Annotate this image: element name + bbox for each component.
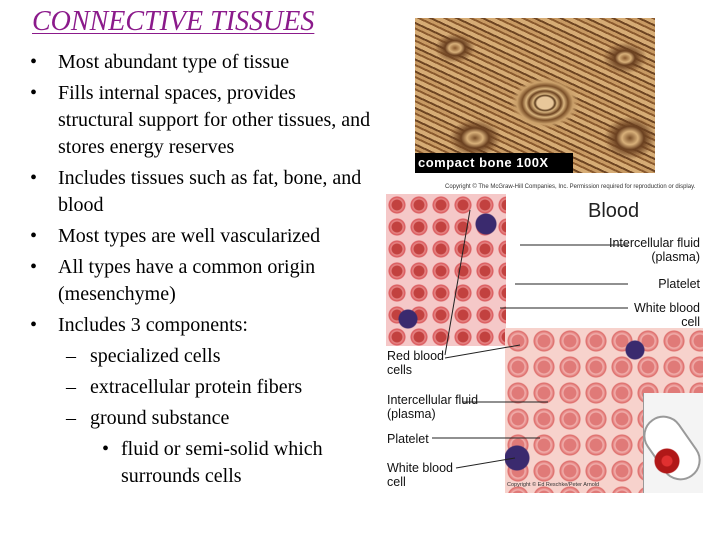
sub-sub-bullet-item: • fluid or semi-solid which surrounds cells [102,438,323,487]
label-wbc-left: White blood cell [387,461,454,489]
bullet-dot-icon: • [102,438,110,460]
bullet-dot-icon: • [30,51,38,73]
bullet-dot-icon: • [30,82,38,104]
dash-icon: – [66,376,76,398]
dash-icon: – [66,407,76,429]
bullet-item: • Includes 3 components: [30,312,375,339]
bullet-dot-icon: • [30,225,38,247]
bullet-dot-icon: • [30,256,38,278]
bone-image-label: compact bone 100X [415,153,573,173]
blood-diagram-title: Blood [588,200,640,222]
label-platelet-right: Platelet [658,277,700,291]
sub-bullet-item: – ground substance [30,405,375,432]
compact-bone-micrograph [415,18,655,173]
bullet-item: • Most types are well vascularized [30,223,375,250]
sub-bullet-item: – specialized cells [30,343,375,370]
label-plasma-right: Intercellular fluid (plasma) [608,236,700,264]
bullet-dot-icon: • [30,314,38,336]
blood-copyright: Copyright © Ed Reschke/Peter Arnold [507,482,600,488]
bullet-item: • Most abundant type of tissue [30,49,375,76]
label-platelet-left: Platelet [387,432,429,446]
blood-smear-micrograph-1 [386,194,506,346]
sub-bullet-item: – extracellular protein fibers [30,374,375,401]
red-blood-cell-icon [654,448,680,474]
label-plasma-left: Intercellular fluid (plasma) [387,393,479,421]
slide-title: CONNECTIVE TISSUES [32,6,315,37]
bullet-dot-icon: • [30,167,38,189]
label-wbc-right: White blood cell [633,301,700,329]
label-rbc-left: Red blood cells [387,349,444,377]
blood-vessel-illustration [643,393,703,493]
bullet-item: • Fills internal spaces, provides structural support for other tissues, and stores energy reserves [30,82,371,158]
bullet-list [30,49,375,490]
bullet-item: • Includes tissues such as fat, bone, and blood [30,167,362,216]
dash-icon: – [66,345,76,367]
bone-copyright: Copyright © The McGraw-Hill Companies, Inc. Permission required for reproduction or display. [445,184,696,190]
bullet-item: • All types have a common origin (mesenchyme) [30,256,316,305]
